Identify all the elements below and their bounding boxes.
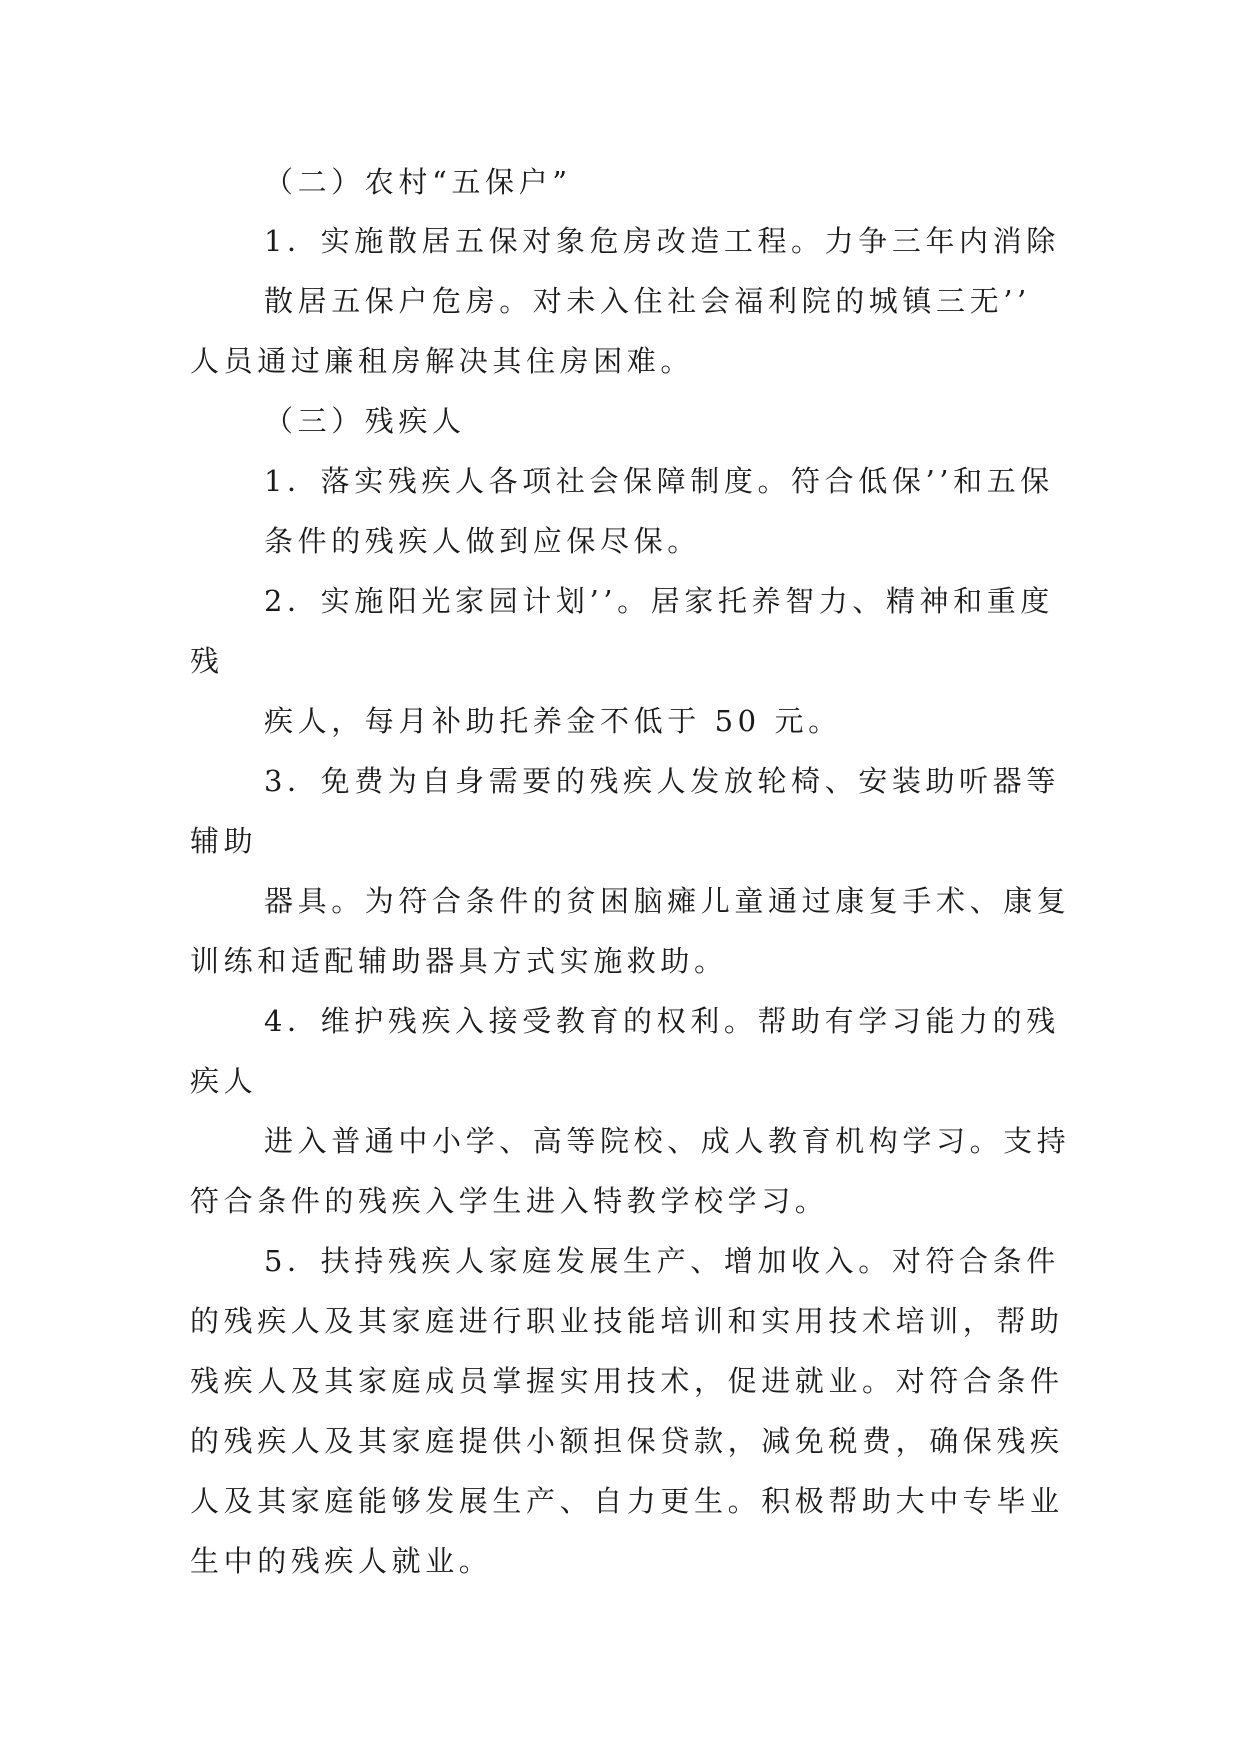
paragraph-line: 3．免费为自身需要的残疾人发放轮椅、安装助听器等 [264, 764, 1060, 798]
paragraph-line: 人员通过廉租房解决其住房困难。 [190, 344, 695, 378]
paragraph-line: 器具。为符合条件的贫困脑瘫儿童通过康复手术、康复 [264, 884, 1071, 918]
paragraph-line: 2．实施阳光家园计划’’。居家托养智力、精神和重度 [264, 584, 1054, 618]
paragraph-line: 4．维护残疾入接受教育的权利。帮助有学习能力的残 [264, 1004, 1060, 1038]
section-heading-rural-five-guarantee: （二）农村“五保户” [264, 165, 572, 199]
paragraph-line: 散居五保户危房。对未入住社会福利院的城镇三无’’ [264, 284, 1031, 318]
paragraph-line: 残疾人及其家庭成员掌握实用技术，促进就业。对符合条件 [190, 1364, 1064, 1398]
paragraph-line: 训练和适配辅助器具方式实施救助。 [190, 944, 728, 978]
paragraph-line: 人及其家庭能够发展生产、自力更生。积极帮助大中专毕业 [190, 1484, 1064, 1518]
paragraph-line: 疾人 [190, 1064, 258, 1098]
paragraph-line: 1．落实残疾人各项社会保障制度。符合低保’’和五保 [264, 464, 1054, 498]
paragraph-line: 条件的残疾人做到应保尽保。 [264, 524, 701, 558]
paragraph-line: 5．扶持残疾人家庭发展生产、增加收入。对符合条件 [264, 1244, 1060, 1278]
paragraph-line: 的残疾人及其家庭进行职业技能培训和实用技术培训，帮助 [190, 1304, 1064, 1338]
paragraph-line: 1．实施散居五保对象危房改造工程。力争三年内消除 [264, 224, 1060, 258]
paragraph-line: 符合条件的残疾入学生进入特教学校学习。 [190, 1184, 829, 1218]
paragraph-line: 疾人，每月补助托养金不低于 50 元。 [264, 704, 842, 738]
section-heading-disabled: （三）残疾人 [264, 404, 466, 438]
paragraph-line: 辅助 [190, 824, 258, 858]
paragraph-line: 的残疾人及其家庭提供小额担保贷款，减免税费，确保残疾 [190, 1424, 1064, 1458]
paragraph-line: 残 [190, 644, 224, 678]
paragraph-line: 生中的残疾人就业。 [190, 1544, 493, 1578]
paragraph-line: 进入普通中小学、高等院校、成人教育机构学习。支持 [264, 1124, 1071, 1158]
